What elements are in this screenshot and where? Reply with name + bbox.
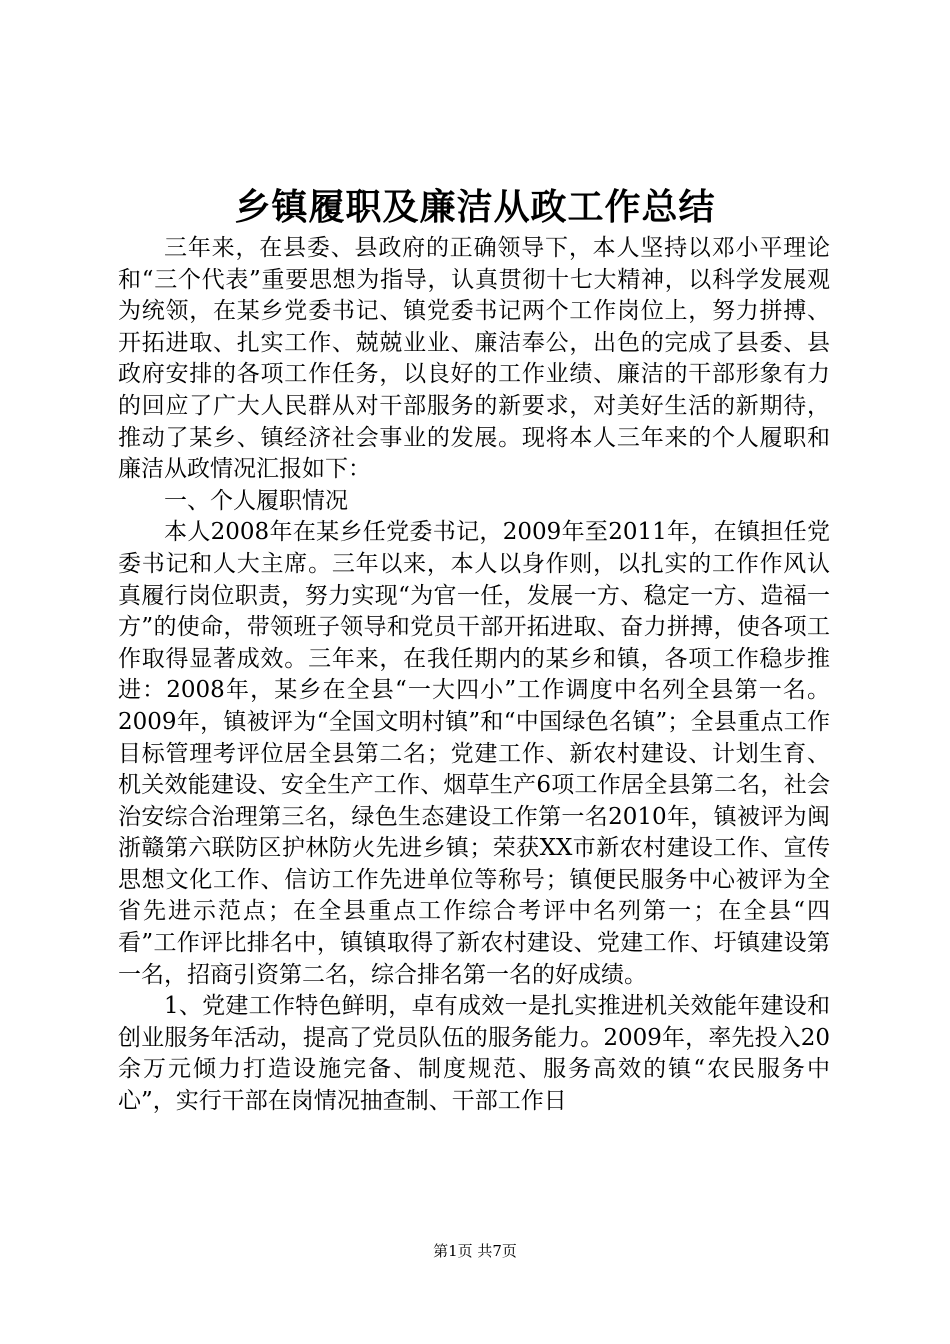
paragraph-intro: 三年来，在县委、县政府的正确领导下，本人坚持以邓小平理论和“三个代表”重要思想为指导，认真贯彻十七大精神，以科学发展观为统领，在某乡党委书记、镇党委书记两个工作岗位上，努力拼搏、开拓进取、扎实工作、兢兢业业、廉洁奉公，出色的完成了县委、县政府安排的各项工作任务，以良好的工作业绩、廉洁的干部形象有力的回应了广大人民群从对干部服务的新要求，对美好生活的新期待，推动了某乡、镇经济社会事业的发展。现将本人三年来的个人履职和廉洁从政情况汇报如下： [118, 235, 830, 483]
document-title: 乡镇履职及廉洁从政工作总结 [234, 186, 716, 228]
page-footer: 第1页 共7页 [433, 1242, 517, 1260]
paragraph-party-building: 1、党建工作特色鲜明，卓有成效一是扎实推进机关效能年建设和创业服务年活动，提高了党员队伍的服务能力。2009年，率先投入20余万元倾力打造设施完备、制度规范、服务高效的镇“农民服务中心”，实行干部在岗情况抽查制、干部工作日 [118, 993, 830, 1115]
section-heading-duty: 一、个人履职情况 [164, 487, 348, 514]
document-body [118, 233, 830, 1118]
paragraph-duty-details: 本人2008年在某乡任党委书记，2009年至2011年，在镇担任党委书记和人大主席。三年以来，本人以身作则，以扎实的工作作风认真履行岗位职责，努力实现“为官一任，发展一方、稳定一方、造福一方”的使命，带领班子领导和党员干部开拓进取、奋力拼搏，使各项工作取得显著成效。三年来，在我任期内的某乡和镇，各项工作稳步推进：2008年，某乡在全县“一大四小”工作调度中名列全县第一名。2009年，镇被评为“全国文明村镇”和“中国绿色名镇”；全县重点工作目标管理考评位居全县第二名；党建工作、新农村建设、计划生育、机关效能建设、安全生产工作、烟草生产6项工作居全县第二名，社会治安综合治理第三名，绿色生态建设工作第一名2010年，镇被评为闽浙赣第六联防区护林防火先进乡镇；荣获XX市新农村建设工作、宣传思想文化工作、信访工作先进单位等称号；镇便民服务中心被评为全省先进示范点；在全县重点工作综合考评中名列第一；在全县“四看”工作评比排名中，镇镇取得了新农村建设、党建工作、圩镇建设第一名，招商引资第二名，综合排名第一名的好成绩。 [118, 519, 830, 988]
